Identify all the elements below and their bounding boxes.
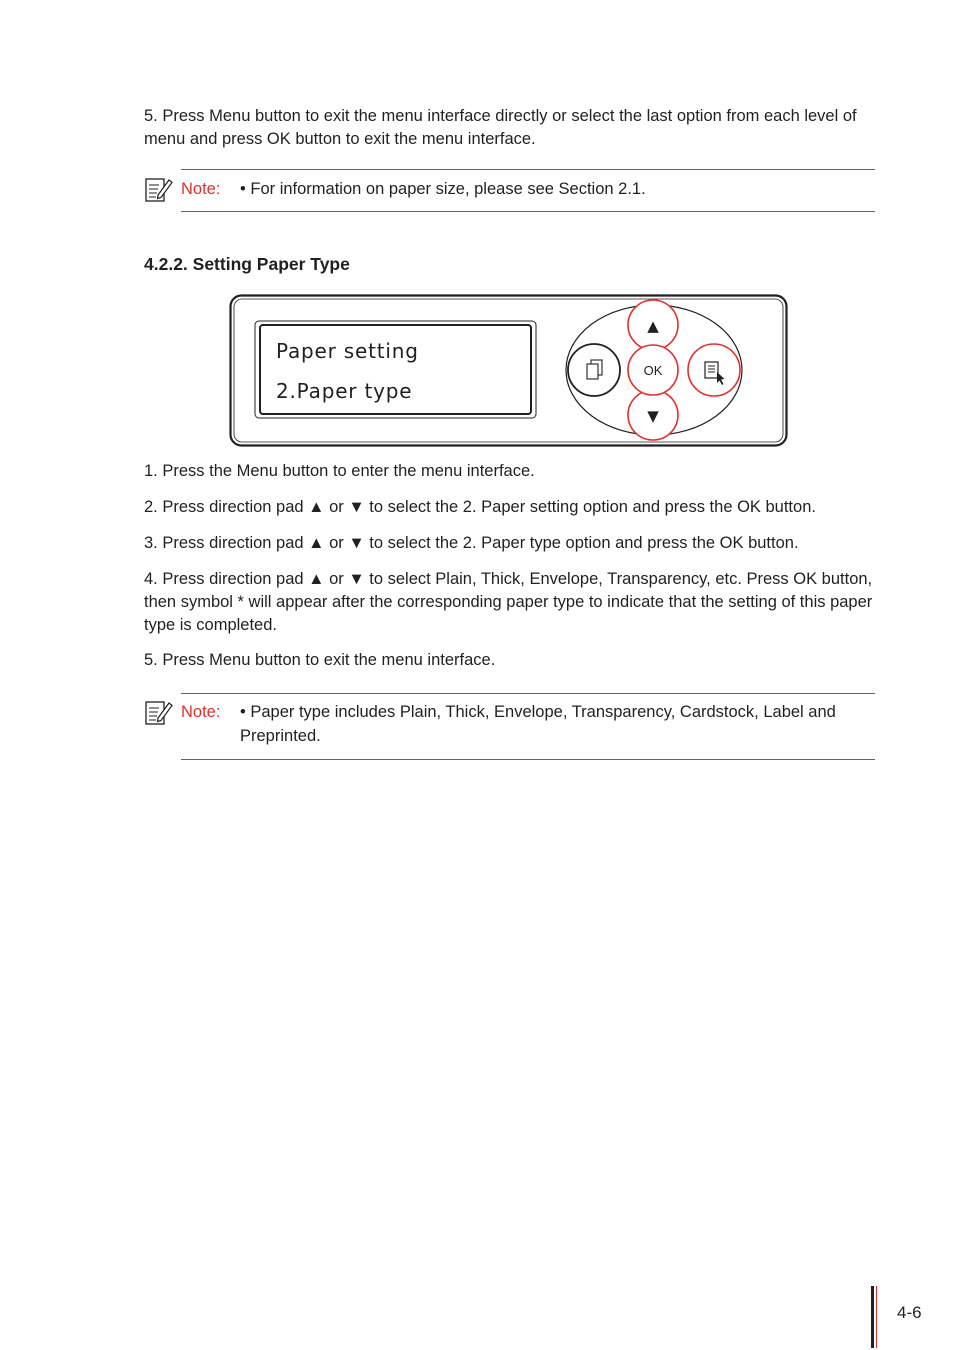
intro-step: 5. Press Menu button to exit the menu interface directly or select the last option from each level of menu and press OK button to exit the menu interface. <box>144 107 857 148</box>
step-5: 5. Press Menu button to exit the menu interface. <box>144 651 496 669</box>
lcd-line-1: Paper setting <box>276 339 419 363</box>
up-button[interactable] <box>628 300 678 350</box>
note-pencil-icon <box>144 698 174 726</box>
note2-bottom-rule <box>181 759 875 760</box>
section-heading: 4.2.2. Setting Paper Type <box>144 254 350 274</box>
step-4: 4. Press direction pad ▲ or ▼ to select Plain, Thick, Envelope, Transparency, etc. Press OK button, then symbol * will appear after the corresponding paper type to indicate that the setting of this paper type is completed. <box>144 570 873 634</box>
control-panel-illustration <box>229 294 789 448</box>
note1-bottom-rule <box>181 211 875 212</box>
step-3: 3. Press direction pad ▲ or ▼ to select the 2. Paper type option and press the OK button. <box>144 534 799 552</box>
note2-label: Note: <box>181 703 221 721</box>
page-number: 4-6 <box>897 1303 922 1322</box>
note1-top-rule <box>181 169 875 170</box>
note1-label: Note: <box>181 180 221 198</box>
note1-text: • For information on paper size, please see Section 2.1. <box>240 180 646 198</box>
step-1: 1. Press the Menu button to enter the menu interface. <box>144 462 535 480</box>
lcd-screen <box>255 321 536 418</box>
down-button[interactable] <box>628 390 678 440</box>
ok-label: OK <box>643 363 663 378</box>
up-arrow-icon: ▲ <box>647 317 659 335</box>
menu-button[interactable] <box>688 344 740 396</box>
lcd-line-2: 2.Paper type <box>276 379 413 403</box>
page-marker-accent <box>876 1286 877 1348</box>
step-2: 2. Press direction pad ▲ or ▼ to select the 2. Paper setting option and press the OK button. <box>144 498 816 516</box>
note2-top-rule <box>181 693 875 694</box>
copy-button[interactable] <box>568 344 620 396</box>
note2-text: • Paper type includes Plain, Thick, Envelope, Transparency, Cardstock, Label and Preprinted. <box>240 703 836 745</box>
note-pencil-icon <box>144 175 174 203</box>
page-marker-bar <box>871 1286 874 1348</box>
down-arrow-icon: ▼ <box>647 407 659 425</box>
ok-button[interactable] <box>628 345 678 395</box>
